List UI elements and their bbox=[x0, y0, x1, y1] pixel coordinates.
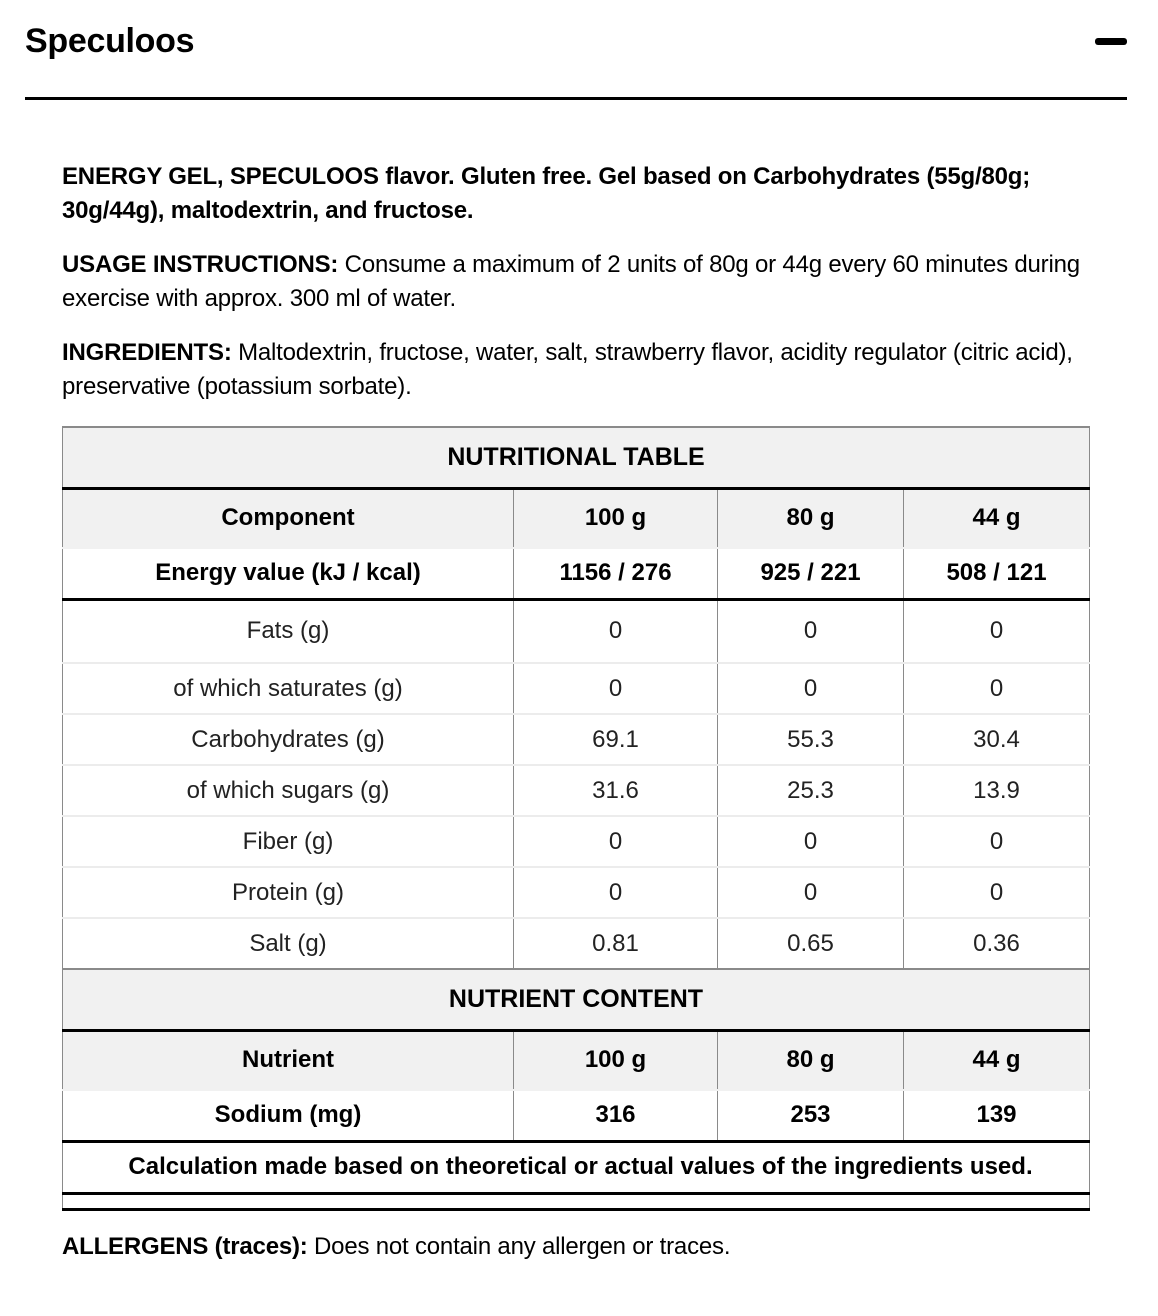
table-cell: 0 bbox=[718, 663, 904, 714]
column-header: 44 g bbox=[904, 488, 1090, 548]
allergens-text: Does not contain any allergen or traces. bbox=[307, 1233, 731, 1260]
table-cell: 0 bbox=[904, 599, 1090, 663]
ingredients-label: INGREDIENTS: bbox=[62, 339, 232, 366]
table-cell: 139 bbox=[904, 1090, 1090, 1141]
energy-row bbox=[63, 548, 1090, 599]
table-cell: 0 bbox=[904, 816, 1090, 867]
table-cell: Energy value (kJ / kcal) bbox=[63, 548, 514, 599]
table-cell: 13.9 bbox=[904, 765, 1090, 816]
table-cell: 0 bbox=[904, 867, 1090, 918]
collapse-button[interactable] bbox=[1095, 36, 1127, 46]
product-description bbox=[62, 160, 1102, 424]
usage-paragraph bbox=[62, 248, 1102, 316]
table-cell: 31.6 bbox=[514, 765, 718, 816]
table-cell: of which sugars (g) bbox=[63, 765, 514, 816]
table-cell: Protein (g) bbox=[63, 867, 514, 918]
column-header: 100 g bbox=[514, 488, 718, 548]
table-cell: of which saturates (g) bbox=[63, 663, 514, 714]
table-cell: Salt (g) bbox=[63, 918, 514, 969]
column-header: 44 g bbox=[904, 1030, 1090, 1090]
calculation-note: Calculation made based on theoretical or actual values of the ingredients used. bbox=[63, 1141, 1090, 1193]
column-header: Component bbox=[63, 488, 514, 548]
table-cell: 925 / 221 bbox=[718, 548, 904, 599]
column-header: Nutrient bbox=[63, 1030, 514, 1090]
minus-icon bbox=[1095, 38, 1127, 45]
table-cell: 0 bbox=[514, 867, 718, 918]
table-cell: Fats (g) bbox=[63, 599, 514, 663]
table-cell: 0 bbox=[514, 599, 718, 663]
allergens-label: ALLERGENS (traces): bbox=[62, 1233, 308, 1260]
table-cell: 508 / 121 bbox=[904, 548, 1090, 599]
table-row bbox=[63, 663, 1090, 714]
nutritional-table-title: NUTRITIONAL TABLE bbox=[63, 427, 1090, 488]
table-cell: 30.4 bbox=[904, 714, 1090, 765]
calculation-note-row bbox=[63, 1141, 1090, 1193]
table-cell: 0 bbox=[514, 816, 718, 867]
table-cell: 25.3 bbox=[718, 765, 904, 816]
ingredients-text: Maltodextrin, fructose, water, salt, strawberry flavor, acidity regulator (citric acid), preservative (potassium sorbate). bbox=[62, 339, 1073, 400]
table-cell: 0 bbox=[514, 663, 718, 714]
table-cell: Fiber (g) bbox=[63, 816, 514, 867]
column-header: 80 g bbox=[718, 488, 904, 548]
table-cell: 55.3 bbox=[718, 714, 904, 765]
nutritional-header-row bbox=[63, 488, 1090, 548]
accordion-header[interactable] bbox=[25, 0, 1127, 100]
column-header: 80 g bbox=[718, 1030, 904, 1090]
table-row bbox=[63, 714, 1090, 765]
nutritional-table-title-row bbox=[63, 427, 1090, 488]
table-row bbox=[63, 918, 1090, 969]
table-cell: 253 bbox=[718, 1090, 904, 1141]
table-cell: Carbohydrates (g) bbox=[63, 714, 514, 765]
table-row bbox=[63, 765, 1090, 816]
usage-label: USAGE INSTRUCTIONS: bbox=[62, 251, 339, 278]
nutrient-content-title-row bbox=[63, 969, 1090, 1030]
intro-paragraph bbox=[62, 160, 1102, 228]
table-cell: 0 bbox=[718, 599, 904, 663]
ingredients-paragraph bbox=[62, 336, 1102, 404]
nutrition-table bbox=[62, 426, 1090, 1211]
table-cell: 1156 / 276 bbox=[514, 548, 718, 599]
table-cell: 69.1 bbox=[514, 714, 718, 765]
table-cell: 0 bbox=[718, 816, 904, 867]
empty-row bbox=[63, 1193, 1090, 1209]
table-cell: 0.36 bbox=[904, 918, 1090, 969]
table-cell: Sodium (mg) bbox=[63, 1090, 514, 1141]
table-cell: 0 bbox=[718, 867, 904, 918]
table-cell: 0.81 bbox=[514, 918, 718, 969]
empty-cell bbox=[63, 1193, 1090, 1209]
table-cell: 316 bbox=[514, 1090, 718, 1141]
usage-text: Consume a maximum of 2 units of 80g or 44g every 60 minutes during exercise with approx. 300 ml of water. bbox=[62, 251, 1080, 312]
sodium-row bbox=[63, 1090, 1090, 1141]
table-row bbox=[63, 816, 1090, 867]
product-title: Speculoos bbox=[25, 22, 195, 60]
table-row bbox=[63, 599, 1090, 663]
table-cell: 0 bbox=[904, 663, 1090, 714]
intro-text: ENERGY GEL, SPECULOOS flavor. Gluten free. Gel based on Carbohydrates (55g/80g; 30g/44g), maltodextrin, and fructose. bbox=[62, 163, 1031, 224]
table-row bbox=[63, 867, 1090, 918]
nutrient-header-row bbox=[63, 1030, 1090, 1090]
allergens-paragraph bbox=[62, 1230, 730, 1264]
column-header: 100 g bbox=[514, 1030, 718, 1090]
table-cell: 0.65 bbox=[718, 918, 904, 969]
nutrient-content-title: NUTRIENT CONTENT bbox=[63, 969, 1090, 1030]
